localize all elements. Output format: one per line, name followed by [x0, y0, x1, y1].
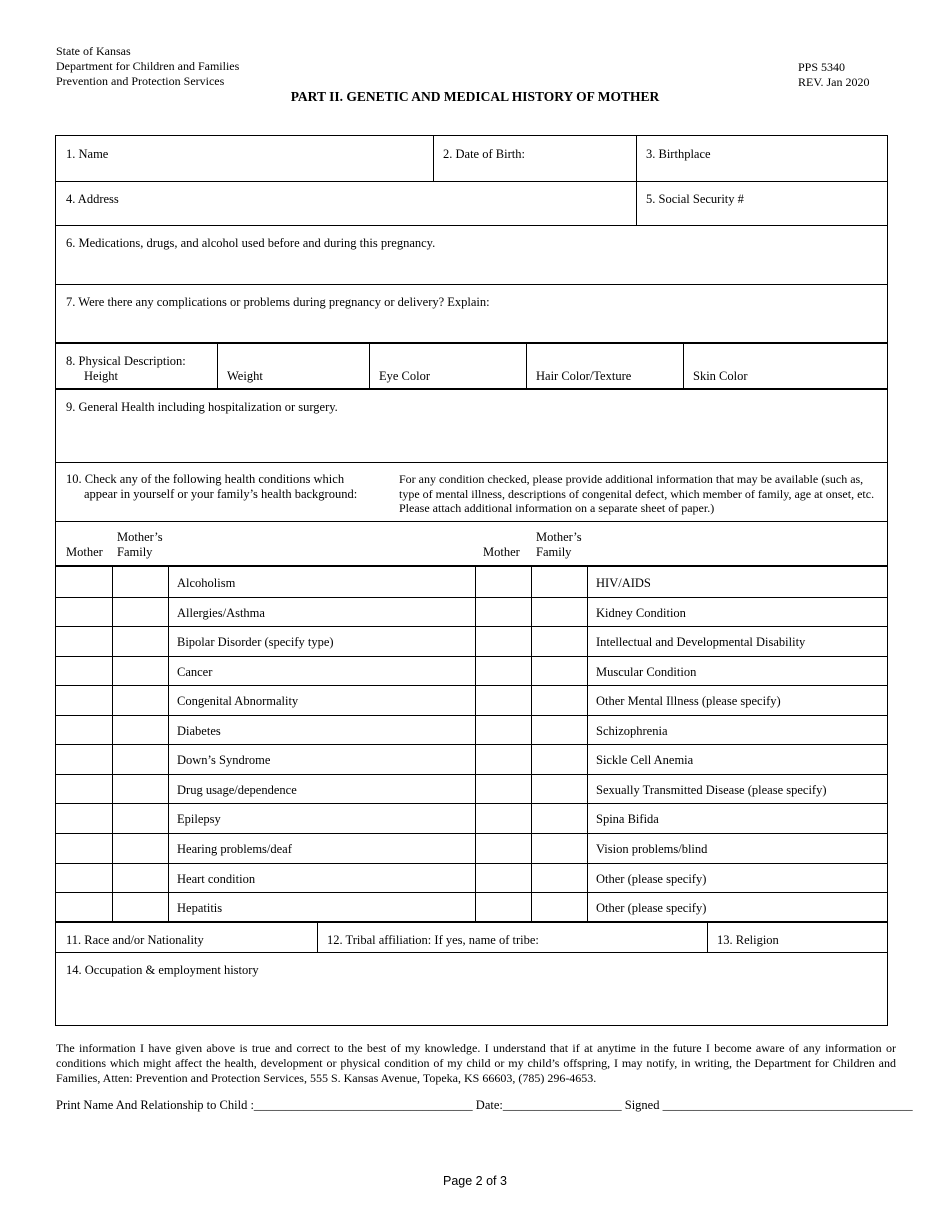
mother-checkbox[interactable]	[56, 744, 112, 774]
condition-label: Congenital Abnormality	[177, 694, 299, 708]
mother-checkbox[interactable]	[56, 892, 112, 922]
mother-checkbox[interactable]	[475, 715, 531, 745]
mother-checkbox[interactable]	[475, 567, 531, 597]
mother-checkbox[interactable]	[475, 597, 531, 627]
condition-label: Spina Bifida	[596, 812, 659, 826]
page-number: Page 2 of 3	[443, 1174, 507, 1188]
date-label: Date:	[475, 1098, 503, 1112]
mother-checkbox[interactable]	[475, 892, 531, 922]
mother-checkbox[interactable]	[475, 774, 531, 804]
mothers-family-checkbox[interactable]	[531, 803, 587, 833]
condition-label: Schizophrenia	[596, 724, 668, 738]
condition-label: Muscular Condition	[596, 665, 697, 679]
conditions-instruction-1: 10. Check any of the following health conditions which	[66, 472, 345, 486]
condition-label: Cancer	[177, 665, 213, 679]
conditions-instruction-2: appear in yourself or your family’s health background:	[84, 487, 358, 501]
birthplace-label: 3. Birthplace	[646, 147, 711, 161]
hair-color-field[interactable]	[526, 343, 683, 388]
mothers-family-checkbox[interactable]	[112, 597, 168, 627]
condition-label: Heart condition	[177, 872, 256, 886]
form-revision: REV. Jan 2020	[798, 75, 870, 89]
mother-checkbox[interactable]	[475, 656, 531, 686]
agency-division: Prevention and Protection Services	[56, 74, 225, 88]
mother-checkbox[interactable]	[56, 803, 112, 833]
signature-line	[56, 1098, 913, 1113]
mothers-family-checkbox[interactable]	[531, 892, 587, 922]
mother-checkbox[interactable]	[475, 863, 531, 893]
condition-label: Allergies/Asthma	[177, 606, 265, 620]
attestation-text: The information I have given above is true and correct to the best of my knowledge. I understand that if at anytime in the future I become aware of any information or conditions which might affect the health, development or physical condition of my child or my child’s offspring, I may notify, in writing, the Department for Children and Families, Atten: Prevention and Protection Services, 555 S. Kansas Avenue, Topeka, KS 66603, (785) 296-4653.	[56, 1041, 896, 1085]
mothers-family-checkbox[interactable]	[112, 774, 168, 804]
eye-color-label: Eye Color	[379, 369, 431, 383]
col-header-mothers-left: Mother’s	[117, 530, 163, 544]
mother-checkbox[interactable]	[56, 863, 112, 893]
address-label: 4. Address	[66, 192, 119, 206]
mothers-family-checkbox[interactable]	[112, 567, 168, 597]
tribal-label: 12. Tribal affiliation: If yes, name of tribe:	[327, 933, 539, 947]
agency-header	[56, 44, 239, 89]
mothers-family-checkbox[interactable]	[112, 715, 168, 745]
condition-label: Hepatitis	[177, 901, 223, 915]
condition-label: Hearing problems/deaf	[177, 842, 292, 856]
religion-label: 13. Religion	[717, 933, 779, 947]
general-health-field[interactable]	[56, 389, 889, 462]
mother-checkbox[interactable]	[475, 685, 531, 715]
mother-checkbox[interactable]	[56, 774, 112, 804]
mothers-family-checkbox[interactable]	[112, 626, 168, 656]
signed-label: Signed	[624, 1098, 660, 1112]
condition-label: Drug usage/dependence	[177, 783, 297, 797]
mother-checkbox[interactable]	[475, 803, 531, 833]
mother-checkbox[interactable]	[475, 626, 531, 656]
mother-checkbox[interactable]	[56, 626, 112, 656]
medications-field[interactable]	[56, 225, 889, 284]
ssn-field[interactable]	[636, 181, 889, 225]
mothers-family-checkbox[interactable]	[531, 626, 587, 656]
mothers-family-checkbox[interactable]	[531, 656, 587, 686]
form-id	[798, 60, 869, 90]
mother-checkbox[interactable]	[56, 567, 112, 597]
condition-label: Other Mental Illness (please specify)	[596, 694, 781, 708]
mother-checkbox[interactable]	[56, 597, 112, 627]
skin-color-field[interactable]	[683, 343, 889, 388]
condition-label: HIV/AIDS	[596, 576, 651, 590]
medications-label: 6. Medications, drugs, and alcohol used before and during this pregnancy.	[66, 236, 436, 250]
weight-label: Weight	[227, 369, 263, 383]
col-header-mother-left: Mother	[66, 545, 103, 559]
agency-state: State of Kansas	[56, 44, 131, 58]
mother-checkbox[interactable]	[56, 685, 112, 715]
condition-label: Other (please specify)	[596, 872, 707, 886]
tribal-field[interactable]	[317, 922, 707, 952]
mothers-family-checkbox[interactable]	[112, 656, 168, 686]
mothers-family-checkbox[interactable]	[531, 774, 587, 804]
print-name-label: Print Name And Relationship to Child :	[56, 1098, 254, 1112]
condition-label: Down’s Syndrome	[177, 753, 271, 767]
height-label: Height	[84, 369, 119, 383]
complications-label: 7. Were there any complications or problems during pregnancy or delivery? Explain:	[66, 295, 490, 309]
religion-field[interactable]	[707, 922, 889, 952]
form-number: PPS 5340	[798, 60, 846, 74]
complications-field[interactable]	[56, 284, 889, 342]
physical-description-label: 8. Physical Description:	[66, 354, 186, 368]
dob-field[interactable]	[433, 136, 636, 181]
col-header-mother-right: Mother	[483, 545, 520, 559]
address-field[interactable]	[56, 181, 636, 225]
page-title: PART II. GENETIC AND MEDICAL HISTORY OF MOTHER	[290, 89, 660, 104]
mothers-family-checkbox[interactable]	[112, 833, 168, 863]
hair-color-label: Hair Color/Texture	[536, 369, 632, 383]
agency-department: Department for Children and Families	[56, 59, 240, 73]
mothers-family-checkbox[interactable]	[112, 863, 168, 893]
mothers-family-checkbox[interactable]	[531, 833, 587, 863]
eye-color-field[interactable]	[369, 343, 526, 388]
conditions-note: For any condition checked, please provide additional information that may be available (such as, type of mental illness, descriptions of congenital defect, which member of family, age at onset, etc. Please attach additional information on a separate sheet of paper.)	[399, 472, 875, 515]
condition-label: Other (please specify)	[596, 901, 707, 915]
occupation-label: 14. Occupation & employment history	[66, 963, 259, 977]
col-header-family-right: Family	[536, 545, 572, 559]
mothers-family-checkbox[interactable]	[112, 803, 168, 833]
condition-label: Sexually Transmitted Disease (please specify)	[596, 783, 827, 797]
condition-label: Epilepsy	[177, 812, 221, 826]
condition-label: Alcoholism	[177, 576, 236, 590]
mother-checkbox[interactable]	[475, 744, 531, 774]
condition-label: Diabetes	[177, 724, 221, 738]
mothers-family-checkbox[interactable]	[531, 715, 587, 745]
mother-checkbox[interactable]	[56, 833, 112, 863]
print-name-field[interactable]: ___________________________________	[253, 1098, 473, 1112]
birthplace-field[interactable]	[636, 136, 889, 181]
mothers-family-checkbox[interactable]	[112, 892, 168, 922]
occupation-field[interactable]	[56, 952, 889, 1026]
race-label: 11. Race and/or Nationality	[66, 933, 204, 947]
skin-color-label: Skin Color	[693, 369, 748, 383]
col-header-family-left: Family	[117, 545, 153, 559]
col-header-mothers-right: Mother’s	[536, 530, 582, 544]
date-field[interactable]: ___________________	[502, 1098, 622, 1112]
race-field[interactable]	[56, 922, 317, 952]
condition-label: Vision problems/blind	[596, 842, 708, 856]
mothers-family-checkbox[interactable]	[531, 597, 587, 627]
mothers-family-checkbox[interactable]	[112, 685, 168, 715]
mothers-family-checkbox[interactable]	[112, 744, 168, 774]
signature-field[interactable]: ________________________________________	[662, 1098, 913, 1112]
medical-history-form	[55, 135, 888, 1026]
general-health-label: 9. General Health including hospitalization or surgery.	[66, 400, 338, 414]
weight-field[interactable]	[217, 343, 369, 388]
mothers-family-checkbox[interactable]	[531, 744, 587, 774]
condition-label: Kidney Condition	[596, 606, 686, 620]
mother-checkbox[interactable]	[475, 833, 531, 863]
mothers-family-checkbox[interactable]	[531, 863, 587, 893]
name-field[interactable]	[56, 136, 433, 181]
mothers-family-checkbox[interactable]	[531, 567, 587, 597]
condition-label: Bipolar Disorder (specify type)	[177, 635, 334, 649]
ssn-label: 5. Social Security #	[646, 192, 744, 206]
dob-label: 2. Date of Birth:	[443, 147, 525, 161]
mother-checkbox[interactable]	[56, 656, 112, 686]
mothers-family-checkbox[interactable]	[531, 685, 587, 715]
height-field[interactable]	[56, 343, 217, 388]
condition-label: Intellectual and Developmental Disability	[596, 635, 806, 649]
mother-checkbox[interactable]	[56, 715, 112, 745]
condition-label: Sickle Cell Anemia	[596, 753, 694, 767]
name-label: 1. Name	[66, 147, 109, 161]
